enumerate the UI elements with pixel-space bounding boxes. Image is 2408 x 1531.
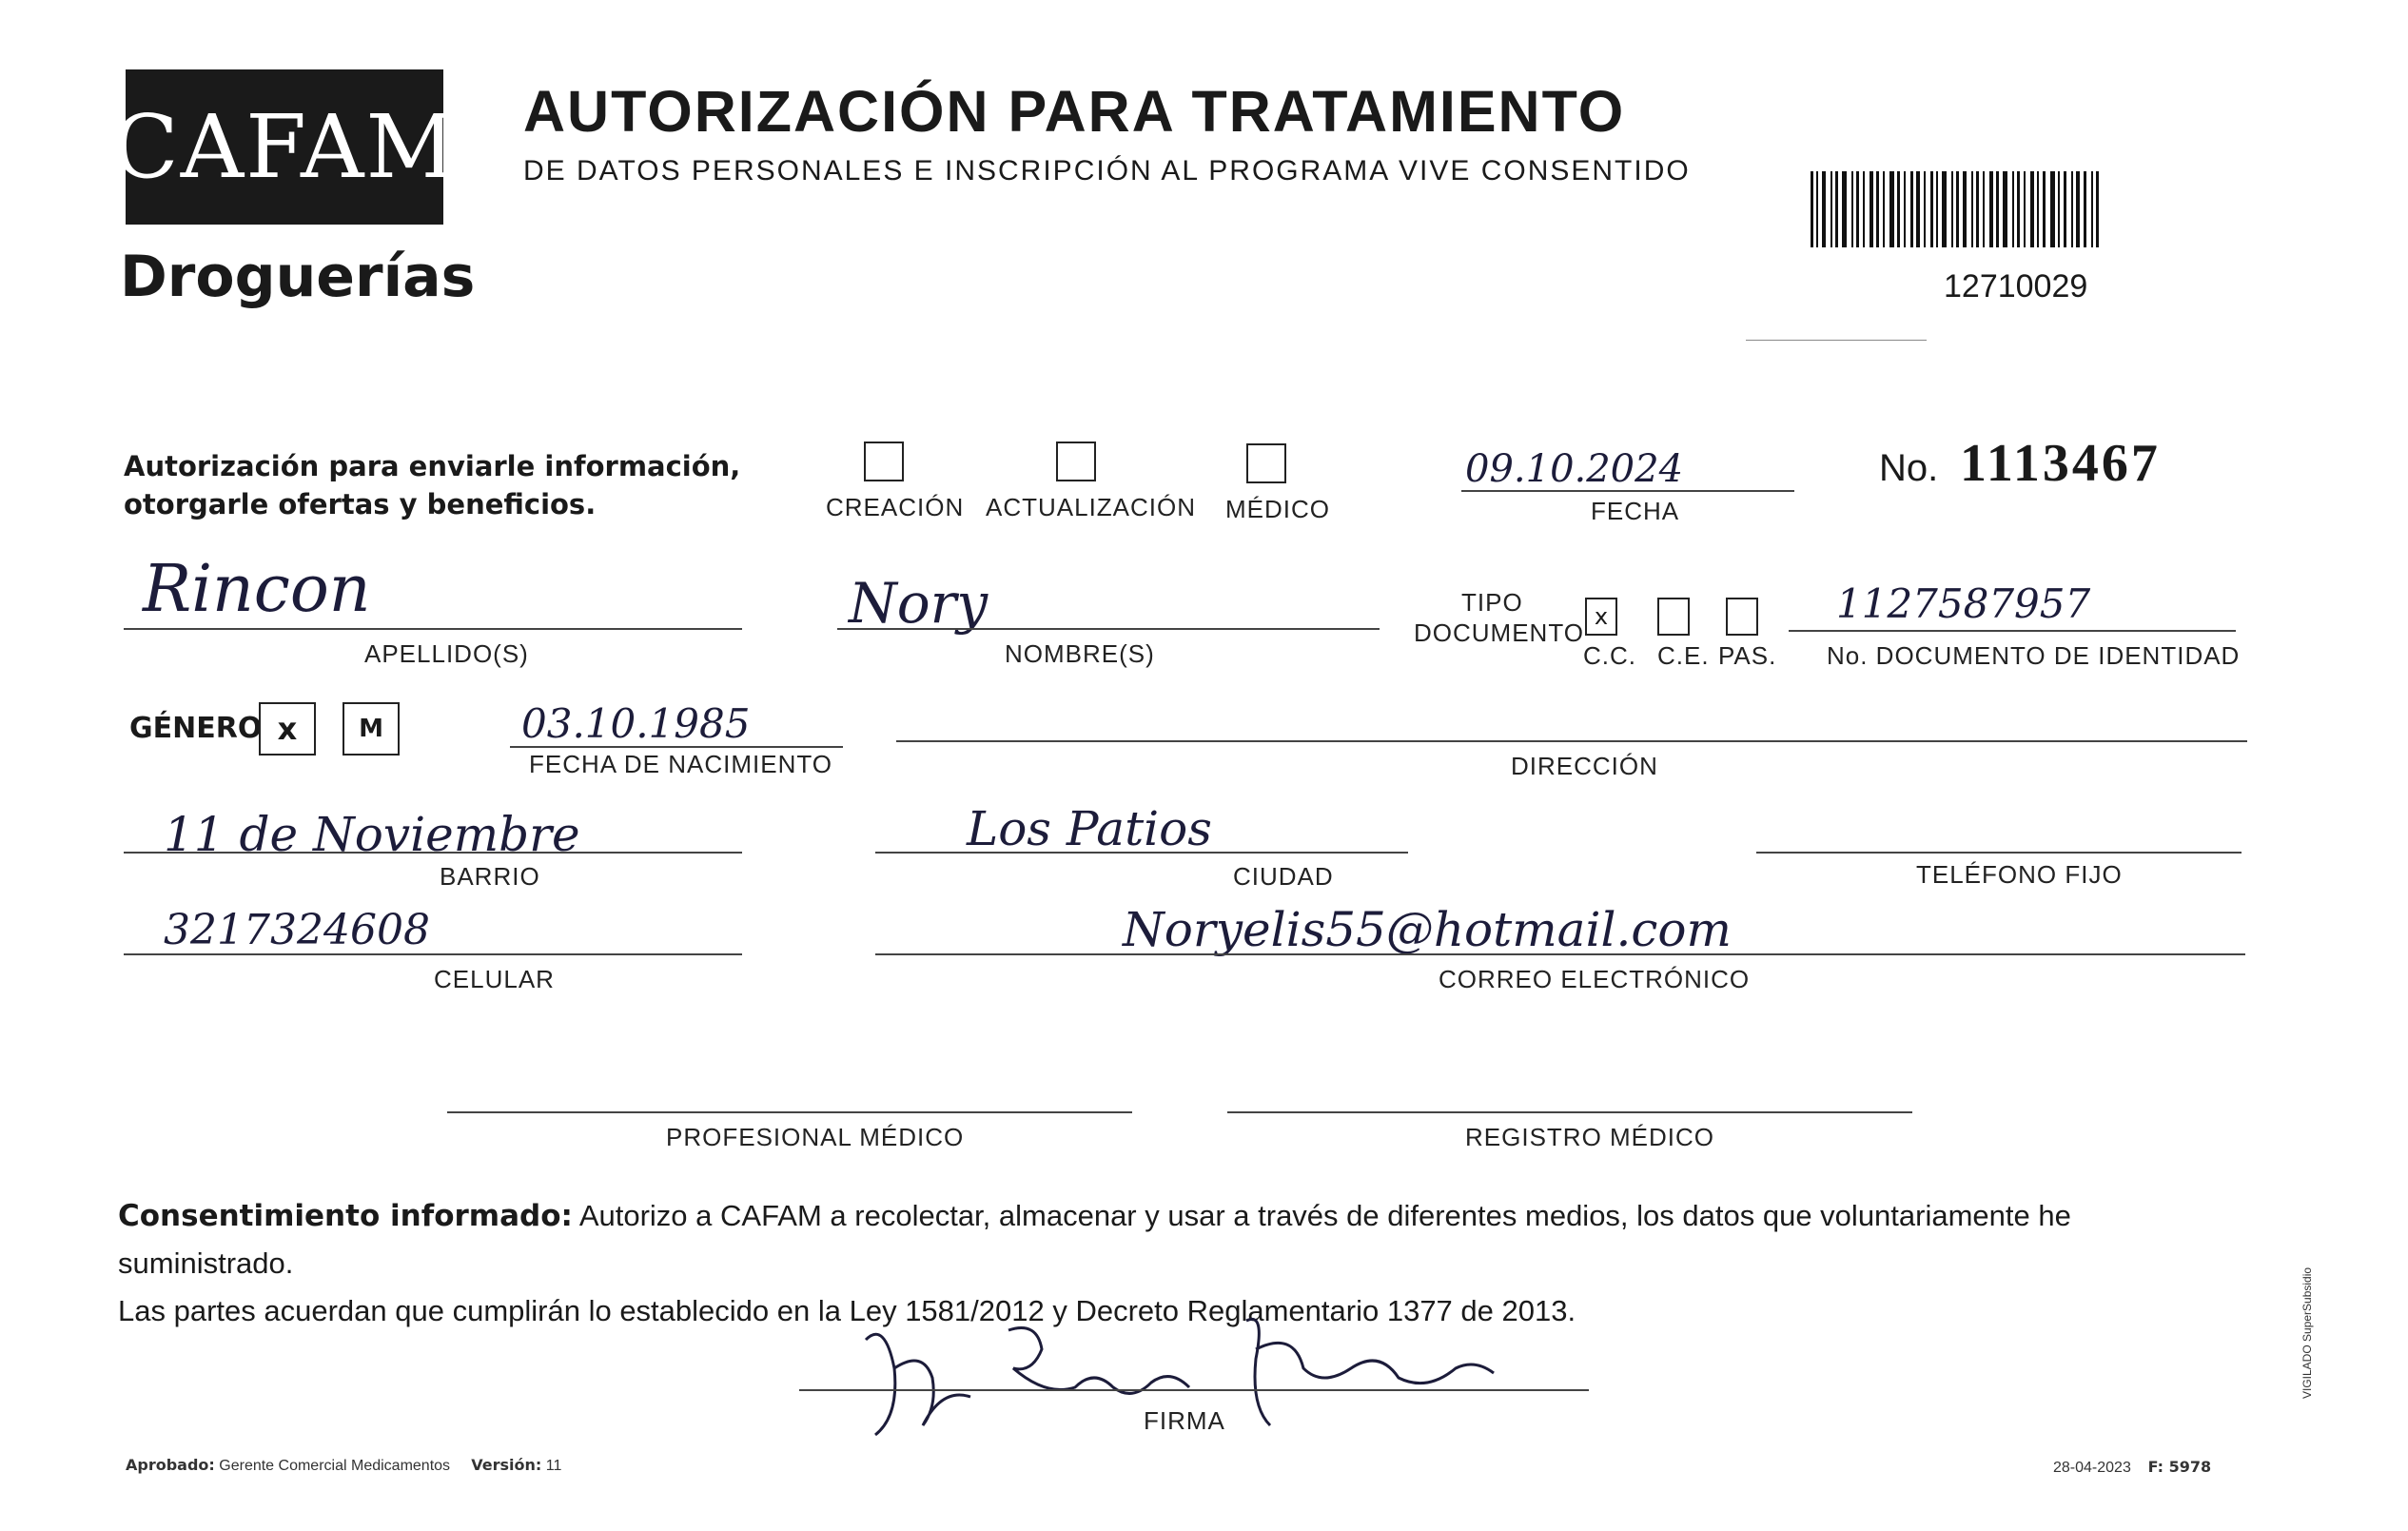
vigilado-side-text: VIGILADO SuperSubsidio [2300,1266,2314,1399]
barcode-bar [1916,171,1920,247]
creacion-checkbox[interactable] [864,442,904,481]
version-value: 11 [545,1458,562,1474]
form-number-label: No. [1879,447,1939,489]
barcode-bar [1924,171,1926,247]
firma-label: FIRMA [1144,1406,1225,1435]
barcode-bar [1971,171,1973,247]
genero-f-checkbox[interactable] [259,702,316,756]
barcode-bar [1942,171,1947,247]
barcode-bar [1897,171,1900,247]
fecha-label: FECHA [1591,497,1680,525]
footer-right [2053,1458,2211,1477]
barcode-bar [2043,171,2046,247]
barcode-bar [1876,171,1879,247]
barcode-bar [2091,171,2093,247]
fecha-value[interactable]: 09.10.2024 [1465,447,1684,491]
documento-value[interactable]: 1127587957 [1836,580,2091,627]
divider [1746,340,1927,341]
barcode-bar [1863,171,1865,247]
barcode-bar [2030,171,2034,247]
barcode-bar [2058,171,2060,247]
logo-text: CAFAM [111,96,458,198]
genero-f-mark: x [277,711,298,747]
nombres-value[interactable]: Nory [849,571,989,636]
celular-label: CELULAR [434,965,555,993]
fecha-nacimiento-line [510,746,843,748]
telefono-line[interactable] [1756,852,2242,854]
apellidos-value[interactable]: Rincon [143,552,371,627]
correo-label: CORREO ELECTRÓNICO [1439,965,1751,993]
genero-label: GÉNERO [129,712,263,745]
barcode-bar [1835,171,1838,247]
fecha-line [1461,490,1794,492]
registro-line[interactable] [1227,1111,1912,1113]
correo-line [875,953,2245,955]
actualizacion-label: ACTUALIZACIÓN [986,493,1197,521]
barcode-bar [2012,171,2014,247]
barcode-bar [1856,171,1859,247]
barcode-bar [1851,171,1853,247]
barcode-bar [2003,171,2007,247]
registro-label: REGISTRO MÉDICO [1465,1123,1715,1151]
barcode-bar [1996,171,1999,247]
barcode-bar [1910,171,1913,247]
barcode-bar [1976,171,1979,247]
barcode-bar [2050,171,2055,247]
barcode-bar [2064,171,2066,247]
profesional-label: PROFESIONAL MÉDICO [666,1123,965,1151]
barcode-bar [1904,171,1906,247]
apellidos-label: APELLIDO(S) [364,639,529,668]
intro-line-2: otorgarle ofertas y beneficios. [124,488,597,520]
ciudad-line [875,852,1408,854]
direccion-line[interactable] [896,740,2247,742]
aprobado-label: Aprobado: [126,1456,215,1474]
aprobado-value: Gerente Comercial Medicamentos [219,1458,451,1474]
ce-label: C.E. [1657,641,1710,670]
barcode-bar [2071,171,2073,247]
footer-code: F: 5978 [2147,1458,2212,1476]
direccion-label: DIRECCIÓN [1511,752,1658,780]
genero-m-label: M [359,715,383,743]
barcode-bar [2096,171,2099,247]
apellidos-line [124,628,742,630]
telefono-label: TELÉFONO FIJO [1916,860,2123,889]
firma-line[interactable] [799,1389,1589,1391]
version-label: Versión: [471,1456,542,1474]
barcode-bar [1811,171,1813,247]
consent-line-1 [118,1192,2249,1287]
barcode-bar [1870,171,1873,247]
form-number: 1113467 [1960,434,2161,493]
barcode-bar [1936,171,1938,247]
cafam-logo [111,69,458,225]
documento-line [1789,630,2236,632]
barcode-bar [2017,171,2020,247]
ciudad-value[interactable]: Los Patios [967,801,1212,856]
barcode-bar [1951,171,1953,247]
genero-m-checkbox[interactable] [343,702,400,756]
barcode-bar [1956,171,1959,247]
cc-checkbox[interactable] [1585,598,1617,636]
consent-text-1: Autorizo a CAFAM a recolectar, almacenar y usar a través de diferentes medios, los datos que voluntariamente he suministrado. [118,1199,2071,1280]
celular-line [124,953,742,955]
footer-left [126,1456,561,1475]
fecha-nacimiento-value[interactable]: 03.10.1985 [521,700,751,747]
cc-mark: x [1594,603,1609,630]
celular-value[interactable]: 3217324608 [164,906,430,954]
creacion-label: CREACIÓN [826,493,965,521]
form-subtitle: DE DATOS PERSONALES E INSCRIPCIÓN AL PROGRAMA VIVE CONSENTIDO [523,155,1691,186]
correo-value[interactable]: Noryelis55@hotmail.com [1123,902,1732,957]
barrio-label: BARRIO [440,862,540,891]
barcode-bar [2024,171,2026,247]
barcode-bar [2084,171,2086,247]
barcode-bar [1983,171,1985,247]
fecha-nacimiento-label: FECHA DE NACIMIENTO [529,750,833,778]
barrio-value[interactable]: 11 de Noviembre [164,807,580,862]
barcode-bar [2037,171,2039,247]
actualizacion-checkbox[interactable] [1056,442,1096,481]
ce-checkbox[interactable] [1657,598,1690,636]
barcode-bar [1930,171,1933,247]
intro-line-1: Autorización para enviarle información, [124,450,741,482]
documento-label: DOCUMENTO [1414,618,1584,647]
cc-label: C.C. [1583,641,1636,670]
barcode-number: 12710029 [1944,268,2088,304]
nombres-line [837,628,1380,630]
pas-label: PAS. [1718,641,1777,670]
footer-date: 28-04-2023 [2053,1460,2131,1476]
pas-checkbox[interactable] [1726,598,1758,636]
barcode-bar [1883,171,1885,247]
barcode-bar [1889,171,1894,247]
form-title: AUTORIZACIÓN PARA TRATAMIENTO [523,79,1626,144]
medico-label: MÉDICO [1225,495,1330,523]
barcode-bar [1989,171,1993,247]
profesional-line[interactable] [447,1111,1132,1113]
barrio-line [124,852,742,854]
documento-numero-label: No. DOCUMENTO DE IDENTIDAD [1827,641,2241,670]
barcode-bar [1830,171,1832,247]
barcode [1811,171,2191,247]
nombres-label: NOMBRE(S) [1005,639,1155,668]
consent-line-2: Las partes acuerdan que cumplirán lo establecido en la Ley 1581/2012 y Decreto Reglamentario 1377 de 2013. [118,1294,1576,1327]
ciudad-label: CIUDAD [1233,862,1334,891]
medico-checkbox[interactable] [1246,443,1286,483]
intro-text [124,447,740,523]
brand-subtitle: Droguerías [120,244,476,310]
barcode-bar [2076,171,2080,247]
consent-heading: Consentimiento informado: [118,1199,573,1233]
tipo-label: TIPO [1461,588,1523,617]
barcode-bar [1842,171,1847,247]
barcode-bar [1822,171,1826,247]
barcode-bar [1816,171,1818,247]
barcode-bar [1963,171,1967,247]
